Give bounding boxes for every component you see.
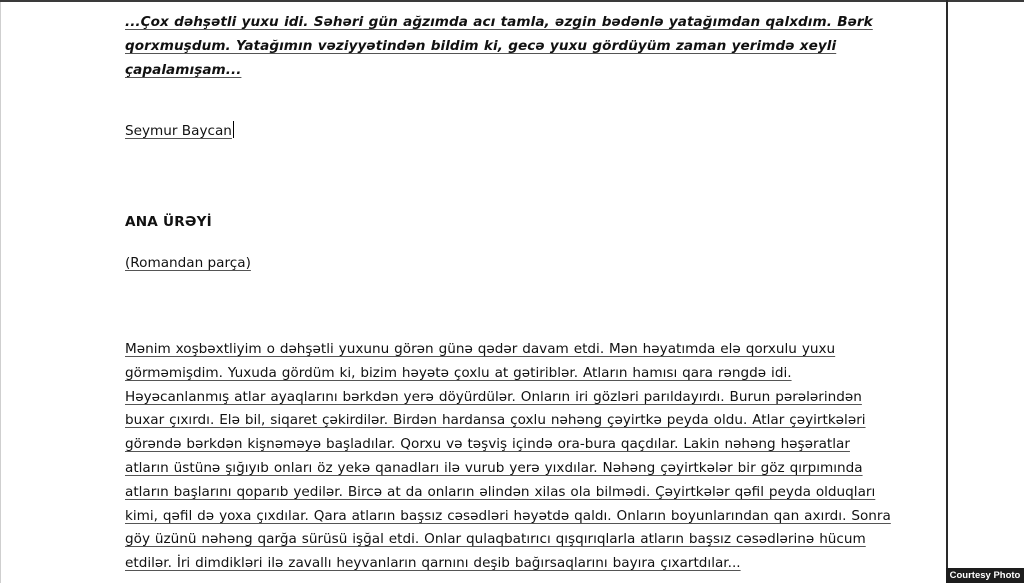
chapter-subtitle: (Romandan parça) bbox=[125, 255, 251, 271]
body-line: göy üzünü nəhəng qarğa sürüsü işğal etdi. Onlar qulaqbatırıcı qışqırıqlarla atların başsız cəsədlərinə hücum bbox=[125, 531, 866, 548]
body-line: buxar çıxırdı. Elə bil, siqaret çəkirdilər. Birdən hardansa çoxlu nəhəng çəyirtkə peyda oldu. Atlar çəyirtkələri bbox=[125, 412, 866, 429]
body-line: kimi, qəfil də yoxa çıxdılar. Qara atların başsız cəsədləri həyətdə qaldı. Onların boyunlarından qan axırdı. Sonra bbox=[125, 507, 891, 524]
body-line: Həyəcanlanmış atlar ayaqlarını bərkdən yerə döyürdülər. Onların iri gözləri parıldayırdı. Burun pərələrindən bbox=[125, 388, 862, 405]
intro-paragraph: ...Çox dəhşətli yuxu idi. Səhəri gün ağzımda acı tamla, əzgin bədənlə yatağımdan qalxdım. Bərk qorxmuşdum. Yatağımın vəziyyətindən bildim ki, gecə yuxu gördüyüm zaman yerimdə xeyli çapalamışam... bbox=[125, 14, 873, 78]
body-line: görməmişdim. Yuxuda gördüm ki, bizim həyətə çoxlu at gətiriblər. Atların hamısı qara rəngdə idi. bbox=[125, 364, 792, 381]
body-line: Mənim xoşbəxtliyim o dəhşətli yuxunu görən günə qədər davam etdi. Mən həyatımda elə qorxulu yuxu bbox=[125, 341, 836, 357]
body-line: atların başlarını qoparıb yedilər. Bircə at da onların əlindən xilas ola bilmədi. Çəyirtkələr qəfil peyda olduqları bbox=[125, 483, 876, 500]
author-name: Seymur Baycan bbox=[125, 123, 232, 139]
body-paragraph bbox=[125, 338, 915, 576]
body-line: etdilər. İri dimdikləri ilə zavallı heyvanların qarnını deşib bağırsaqlarını bayıra çıxartdılar... bbox=[125, 555, 741, 572]
document-content[interactable] bbox=[125, 10, 915, 572]
author-line bbox=[125, 121, 234, 140]
chapter-title: ANA ÜRƏYİ bbox=[125, 214, 212, 230]
page-top-border bbox=[0, 0, 1024, 2]
photo-credit-badge: Courtesy Photo bbox=[946, 568, 1024, 583]
body-line: atların üstünə şığıyıb onları öz yekə qanadları ilə vurub yerə yıxdılar. Nəhəng çəyirtkələr bir göz qırpımında bbox=[125, 459, 863, 476]
text-cursor bbox=[233, 121, 234, 138]
page-right-border bbox=[946, 0, 948, 568]
body-line: görəndə bərkdən kişnəməyə başladılar. Qorxu və təşviş içində ora-bura qaçdılar. Lakin nəhəng həşəratlar bbox=[125, 436, 850, 453]
